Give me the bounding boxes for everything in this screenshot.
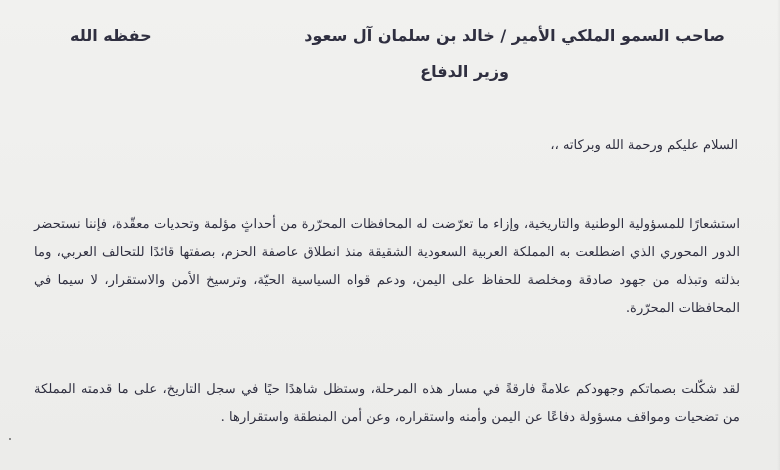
scan-dot-mark [9, 438, 11, 440]
body-paragraph-2: لقد شكّلت بصماتكم وجهودكم علامةً فارقةً في مسار هذه المرحلة، وستظل شاهدًا حيًا في سجل التاريخ، على ما قدمته المملكة من تضحيات ومواقف مسؤولة دفاعًا عن اليمن وأمنه واستقراره، وعن أمن المنطقة واستقرارها . [34, 382, 740, 425]
greeting-text: السلام عليكم ورحمة الله وبركاته ،، [550, 138, 738, 153]
letter-header [70, 22, 725, 84]
addressee-title: صاحب السمو الملكي الأمير / خالد بن سلمان آل سعود [304, 26, 725, 45]
honorific-text: حفظه الله [70, 26, 152, 45]
body-paragraph-1: استشعارًا للمسؤولية الوطنية والتاريخية، وإزاء ما تعرّضت له المحافظات المحرّرة من أحداثٍ مؤلمة وتحديات معقّدة، فإننا نستحضر الدور المحوري الذي اضطلعت به المملكة العربية السعودية الشقيقة منذ انطلاق عاصفة الحزم، بصفتها قائدًا للتحالف العربي، وما بذلته وتبذله من جهود صادقة ومخلصة للحفاظ على اليمن، ودعم قواه السياسية الحيّة، وترسيخ الأمن والاستقرار، لا سيما في المحافظات المحرّرة. [34, 217, 740, 316]
addressee-ministry: وزير الدفاع [420, 62, 509, 81]
addressee-block [270, 22, 725, 86]
